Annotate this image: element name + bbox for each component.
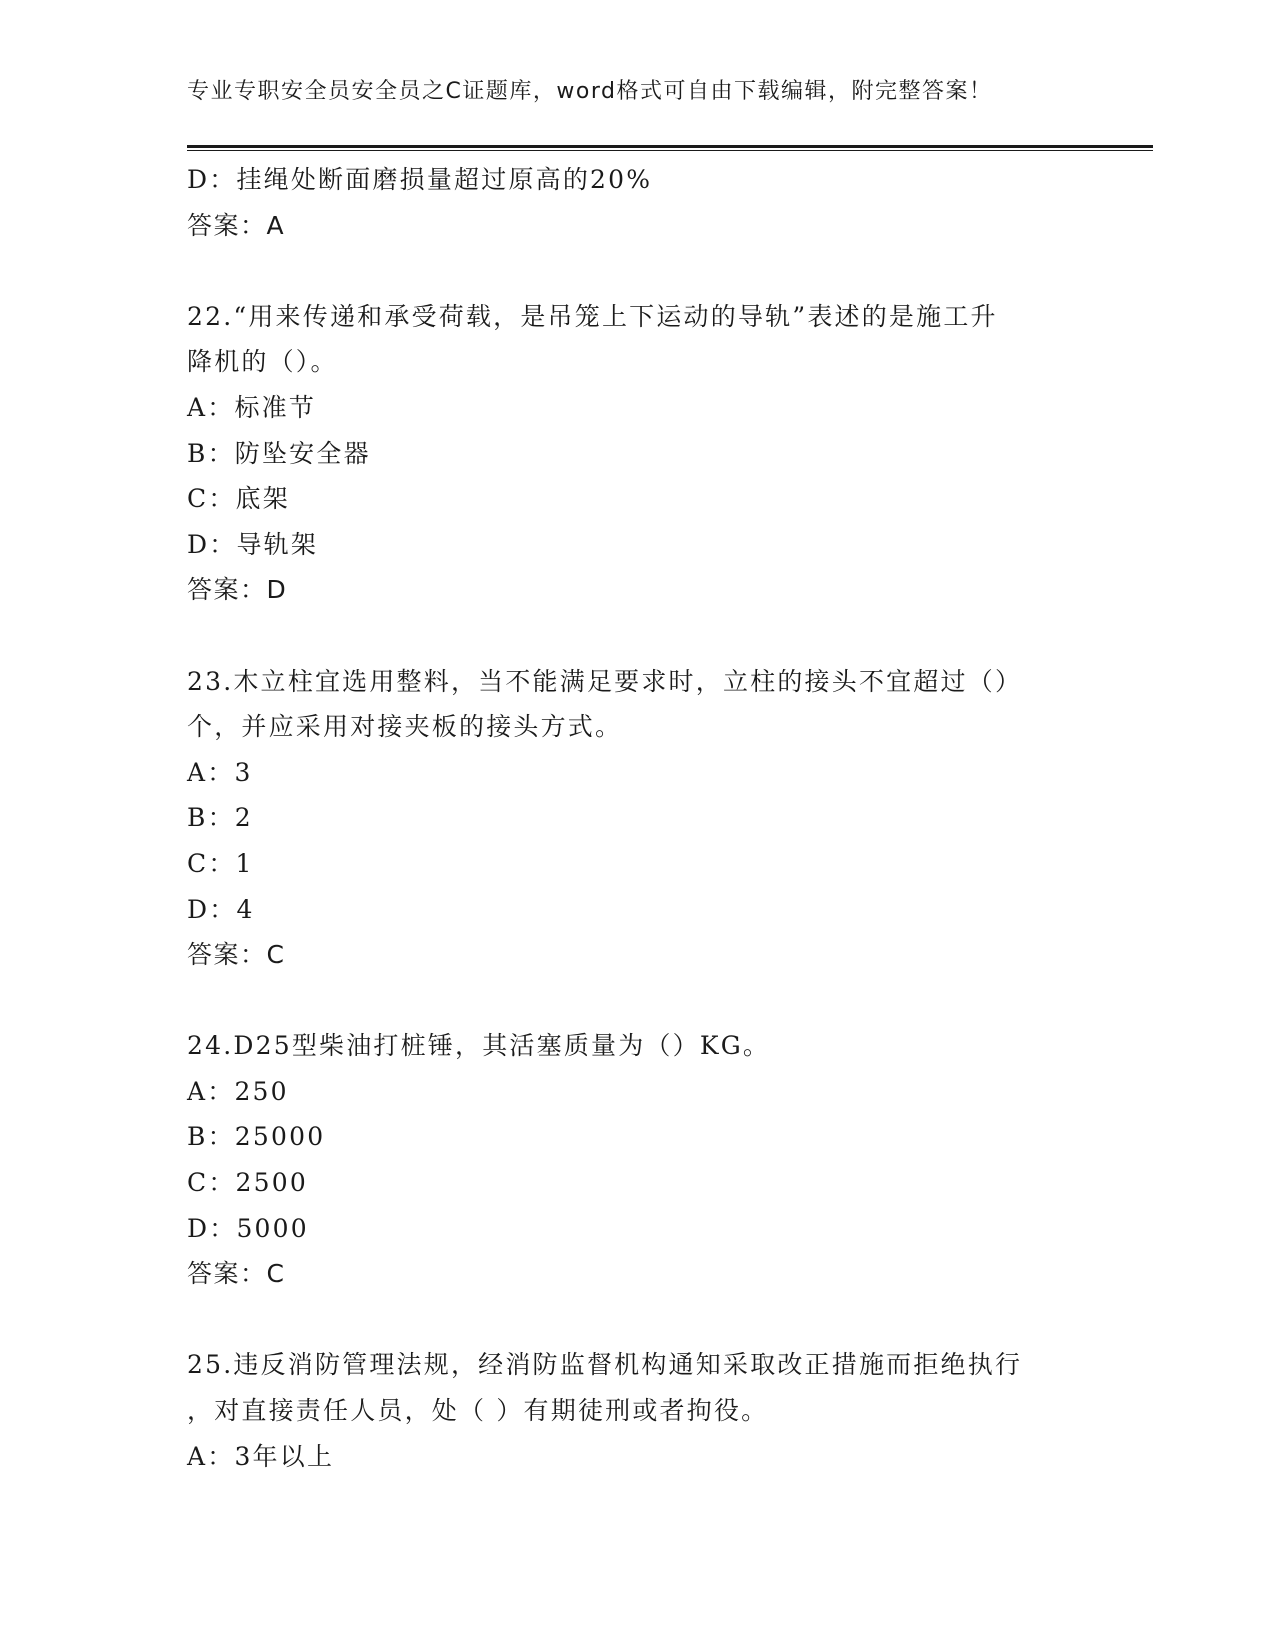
text-line: A：3: [187, 757, 253, 787]
answer-line: 答案：A: [187, 210, 286, 240]
text-line: 降机的（）。: [187, 347, 338, 377]
text-line: A：标准节: [187, 392, 317, 422]
text-line: 25.违反消防管理法规，经消防监督机构通知采取改正措施而拒绝执行: [187, 1350, 1023, 1380]
header-divider: [187, 145, 1153, 151]
text-line: B：2: [187, 803, 253, 833]
page-header: 专业专职安全员安全员之C证题库，word格式可自由下载编辑，附完整答案！: [187, 79, 993, 104]
text-line: C：2500: [187, 1168, 308, 1198]
blank-line: [187, 1297, 1087, 1343]
question-content: [187, 157, 1087, 1479]
answer-line: 答案：C: [187, 940, 286, 970]
text-line: 个，并应采用对接夹板的接头方式。: [187, 712, 623, 742]
text-line: A：250: [187, 1076, 289, 1106]
text-line: A：3年以上: [187, 1441, 335, 1471]
text-line: D：挂绳处断面磨损量超过原高的20%: [187, 165, 653, 194]
answer-line: 答案：C: [187, 1259, 286, 1289]
answer-line: 答案：D: [187, 575, 288, 605]
text-line: D：4: [187, 894, 255, 924]
blank-line: [187, 248, 1087, 294]
text-line: 24.D25型柴油打桩锤，其活塞质量为（）KG。: [187, 1031, 771, 1061]
text-line: D：导轨架: [187, 529, 319, 559]
text-line: ，对直接责任人员，处（ ）有期徒刑或者拘役。: [187, 1396, 769, 1426]
text-line: 23.木立柱宜选用整料，当不能满足要求时，立柱的接头不宜超过（）: [187, 666, 1023, 696]
text-line: 22.“用来传递和承受荷载，是吊笼上下运动的导轨”表述的是施工升: [187, 301, 998, 331]
text-line: C：1: [187, 848, 254, 878]
blank-line: [187, 613, 1087, 659]
text-line: B：25000: [187, 1122, 326, 1152]
blank-line: [187, 978, 1087, 1024]
text-line: D：5000: [187, 1213, 309, 1243]
text-line: C：底架: [187, 484, 290, 514]
text-line: B：防坠安全器: [187, 438, 371, 468]
